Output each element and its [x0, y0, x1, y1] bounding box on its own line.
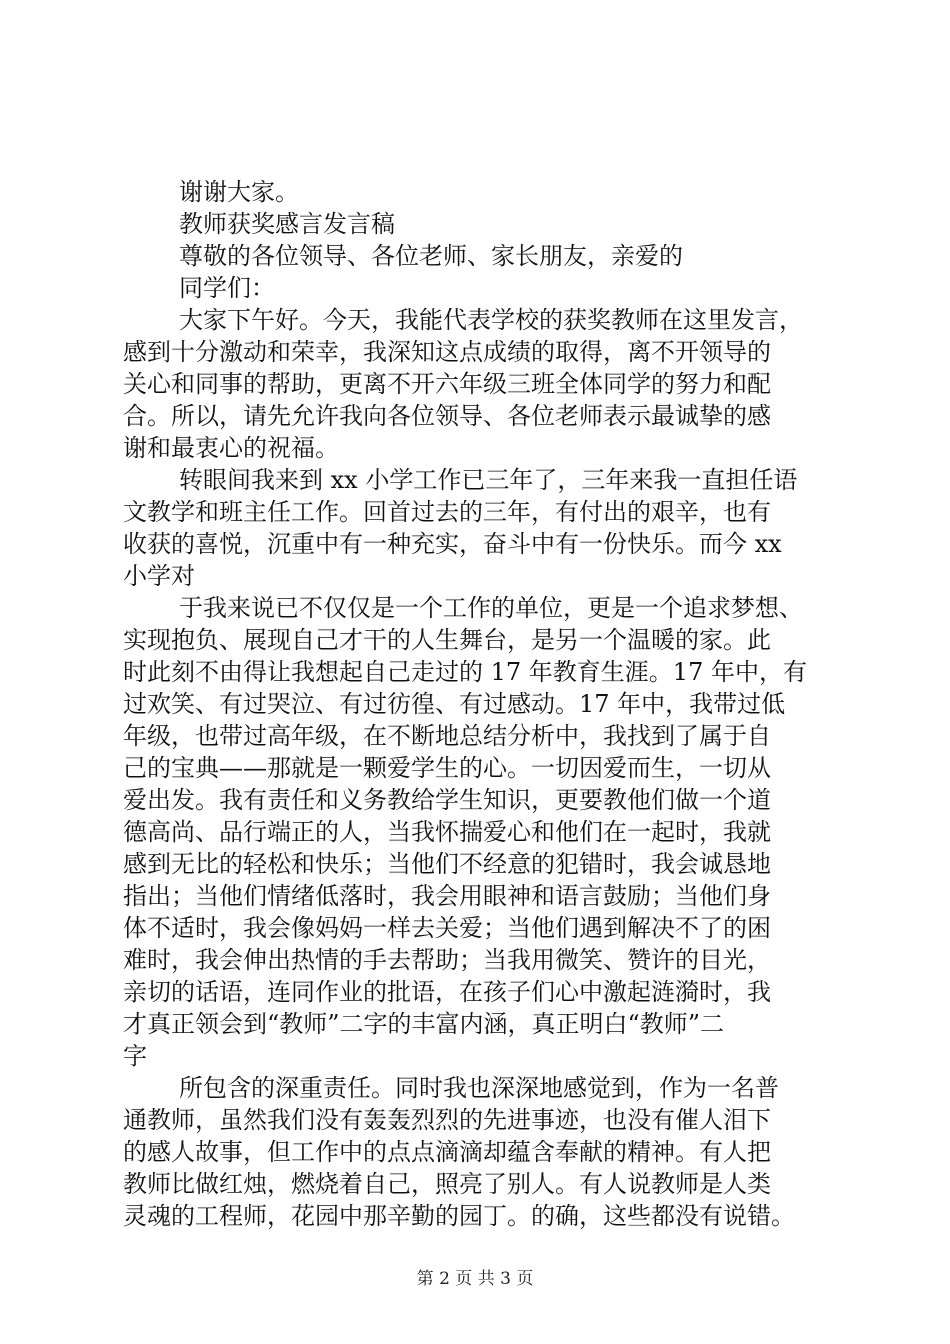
text-line: 谢谢大家。 [179, 178, 299, 206]
text-line: 亲切的话语，连同作业的批语，在孩子们心中激起涟漪时，我 [123, 978, 771, 1006]
text-line: 体不适时，我会像妈妈一样去关爱；当他们遇到解决不了的困 [123, 914, 771, 942]
text-line: 指出；当他们情绪低落时，我会用眼神和语言鼓励；当他们身 [123, 882, 771, 910]
text-line: 转眼间我来到 xx 小学工作已三年了，三年来我一直担任语 [179, 466, 798, 494]
document-body [123, 176, 850, 1232]
text-line: 感到十分激动和荣幸，我深知这点成绩的取得，离不开领导的 [123, 338, 771, 366]
text-line: 感到无比的轻松和快乐；当他们不经意的犯错时，我会诚恳地 [123, 850, 771, 878]
text-line: 收获的喜悦，沉重中有一种充实，奋斗中有一份快乐。而今 xx [123, 530, 782, 558]
text-line: 大家下午好。今天，我能代表学校的获奖教师在这里发言， [179, 306, 803, 334]
text-line: 难时，我会伸出热情的手去帮助；当我用微笑、赞许的目光， [123, 946, 771, 974]
text-line: 教师获奖感言发言稿 [179, 210, 395, 238]
text-line: 德高尚、品行端正的人，当我怀揣爱心和他们在一起时，我就 [123, 818, 771, 846]
text-line: 灵魂的工程师，花园中那辛勤的园丁。的确，这些都没有说错。 [123, 1202, 795, 1230]
text-line: 实现抱负、展现自己才干的人生舞台，是另一个温暖的家。此 [123, 626, 771, 654]
text-line: 小学对 [123, 562, 195, 590]
text-line: 尊敬的各位领导、各位老师、家长朋友，亲爱的 [179, 242, 683, 270]
text-line: 年级，也带过高年级，在不断地总结分析中，我找到了属于自 [123, 722, 771, 750]
text-line: 谢和最衷心的祝福。 [123, 434, 339, 462]
text-line: 过欢笑、有过哭泣、有过彷徨、有过感动。17 年中，我带过低 [123, 690, 786, 718]
text-line: 教师比做红烛，燃烧着自己，照亮了别人。有人说教师是人类 [123, 1170, 771, 1198]
text-line: 时此刻不由得让我想起自己走过的 17 年教育生涯。17 年中，有 [123, 658, 807, 686]
text-line: 所包含的深重责任。同时我也深深地感觉到，作为一名普 [179, 1074, 779, 1102]
text-line: 字 [123, 1042, 147, 1070]
text-line: 于我来说已不仅仅是一个工作的单位，更是一个追求梦想、 [179, 594, 803, 622]
text-line: 关心和同事的帮助，更离不开六年级三班全体同学的努力和配 [123, 370, 771, 398]
text-line: 通教师，虽然我们没有轰轰烈烈的先进事迹，也没有催人泪下 [123, 1106, 771, 1134]
page-footer: 第 2 页 共 3 页 [416, 1269, 534, 1289]
text-line: 合。所以，请先允许我向各位领导、各位老师表示最诚挚的感 [123, 402, 771, 430]
text-line: 才真正领会到“教师”二字的丰富内涵，真正明白“教师”二 [123, 1010, 725, 1038]
text-line: 爱出发。我有责任和义务教给学生知识，更要教他们做一个道 [123, 786, 771, 814]
text-line: 的感人故事，但工作中的点点滴滴却蕴含奉献的精神。有人把 [123, 1138, 771, 1166]
text-line: 文教学和班主任工作。回首过去的三年，有付出的艰辛，也有 [123, 498, 771, 526]
text-line: 同学们： [179, 274, 275, 302]
text-line: 己的宝典——那就是一颗爱学生的心。一切因爱而生，一切从 [123, 754, 771, 782]
